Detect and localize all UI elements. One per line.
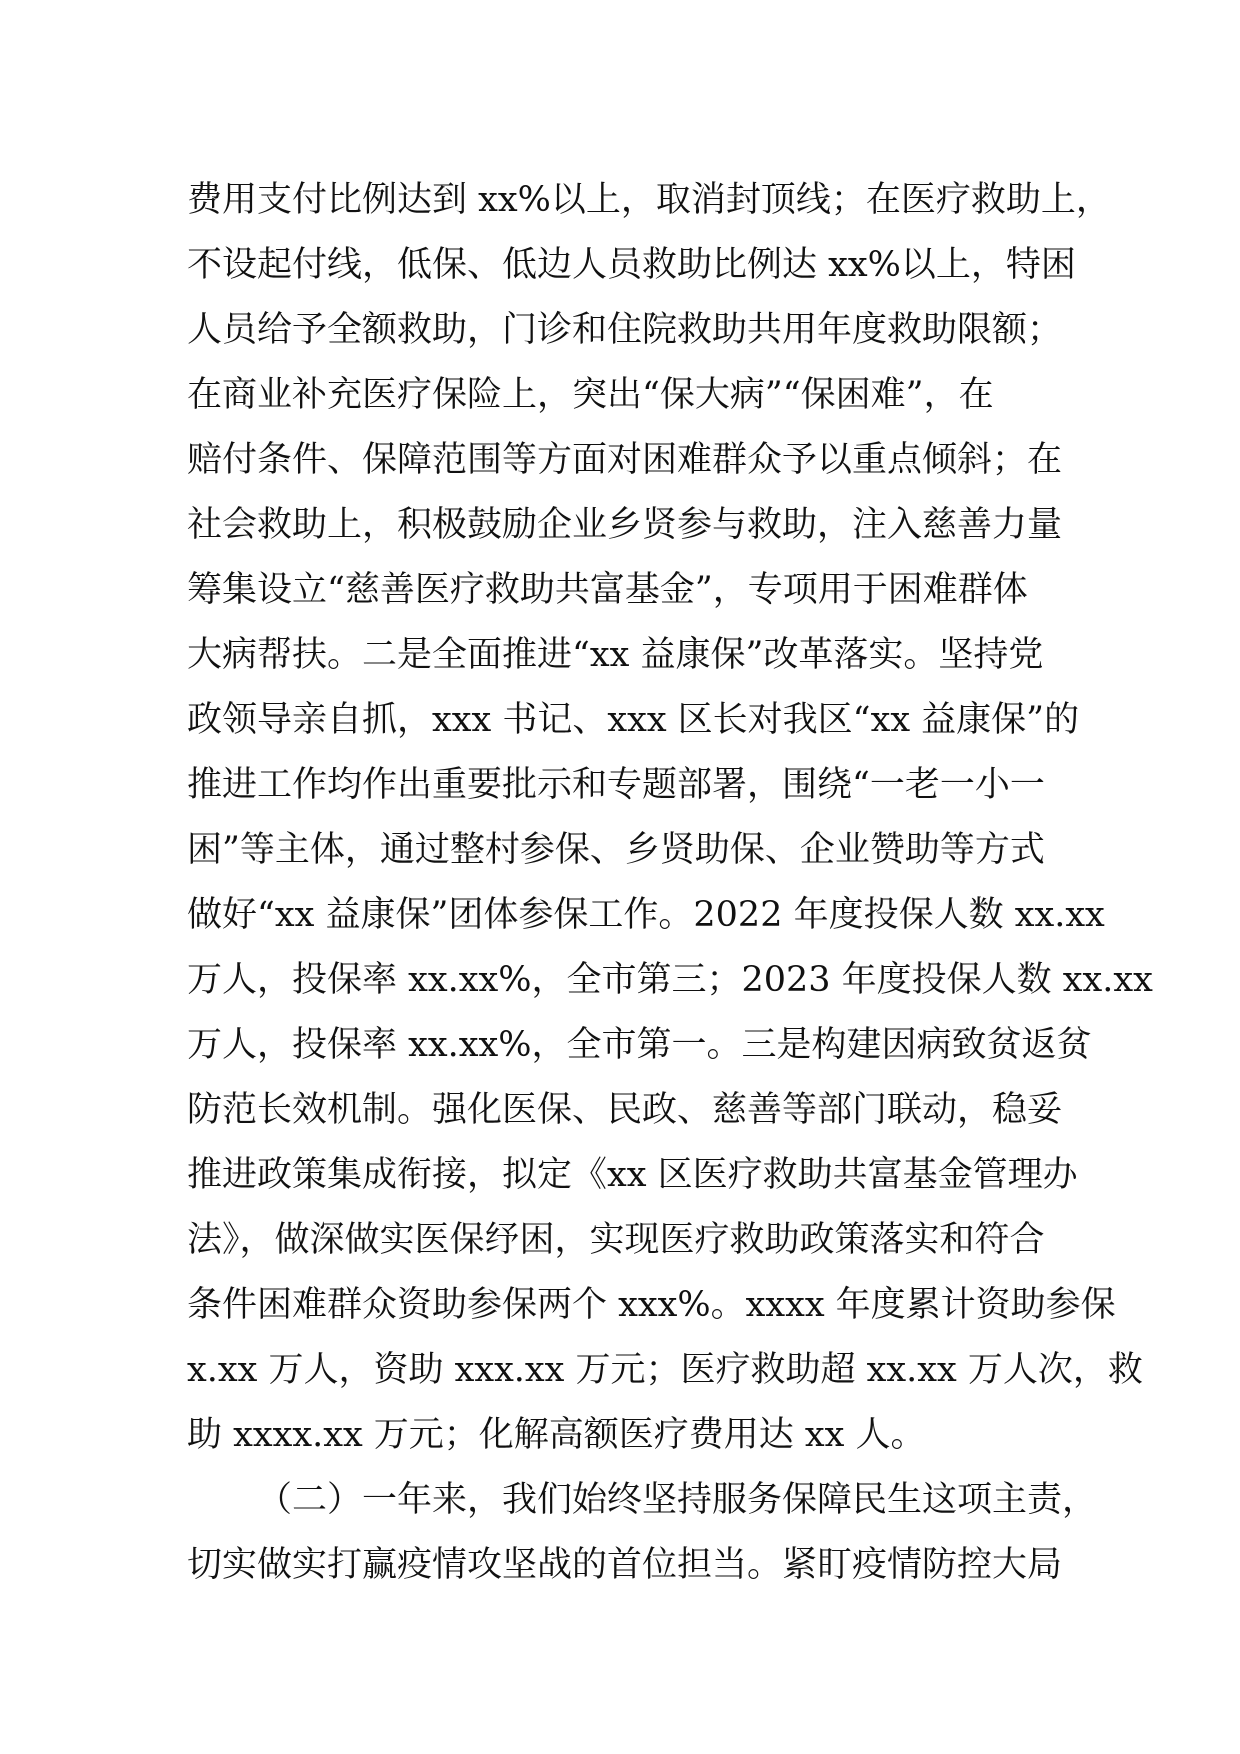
text-line: 做好“xx 益康保”团体参保工作。2022 年度投保人数 xx.xx — [187, 895, 1105, 935]
text-line: 在商业补充医疗保险上，突出“保大病”“保困难”，在 — [187, 375, 994, 415]
text-line: 不设起付线，低保、低边人员救助比例达 xx%以上，特困 — [187, 245, 1076, 285]
document-body — [187, 168, 1153, 1598]
text-line: 大病帮扶。二是全面推进“xx 益康保”改革落实。坚持党 — [187, 635, 1044, 675]
text-line: 万人，投保率 xx.xx%，全市第三；2023 年度投保人数 xx.xx — [187, 960, 1153, 1000]
text-line: x.xx 万人，资助 xxx.xx 万元；医疗救助超 xx.xx 万人次，救 — [187, 1350, 1143, 1390]
paragraph-2 — [187, 1468, 1098, 1598]
text-line: 万人，投保率 xx.xx%，全市第一。三是构建因病致贫返贫 — [187, 1025, 1092, 1065]
text-line: 推进政策集成衔接，拟定《xx 区医疗救助共富基金管理办 — [187, 1155, 1078, 1195]
text-line: 法》，做深做实医保纾困，实现医疗救助政策落实和符合 — [187, 1220, 1045, 1260]
text-line: 费用支付比例达到 xx%以上，取消封顶线；在医疗救助上， — [187, 180, 1111, 220]
text-line: 助 xxxx.xx 万元；化解高额医疗费用达 xx 人。 — [187, 1415, 926, 1455]
text-line: 切实做实打赢疫情攻坚战的首位担当。紧盯疫情防控大局 — [187, 1545, 1063, 1585]
text-line: 人员给予全额救助，门诊和住院救助共用年度救助限额； — [187, 310, 1063, 350]
text-line: （二）一年来，我们始终坚持服务保障民生这项主责， — [257, 1480, 1098, 1520]
text-line: 赔付条件、保障范围等方面对困难群众予以重点倾斜；在 — [187, 440, 1063, 480]
text-line: 条件困难群众资助参保两个 xxx%。xxxx 年度累计资助参保 — [187, 1285, 1116, 1325]
text-line: 社会救助上，积极鼓励企业乡贤参与救助，注入慈善力量 — [187, 505, 1063, 545]
text-line: 推进工作均作出重要批示和专题部署，围绕“一老一小一 — [187, 765, 1045, 805]
paragraph-1 — [187, 168, 1153, 1468]
text-line: 政领导亲自抓，xxx 书记、xxx 区长对我区“xx 益康保”的 — [187, 700, 1080, 740]
text-line: 防范长效机制。强化医保、民政、慈善等部门联动，稳妥 — [187, 1090, 1063, 1130]
text-line: 困”等主体，通过整村参保、乡贤助保、企业赞助等方式 — [187, 830, 1045, 870]
text-line: 筹集设立“慈善医疗救助共富基金”，专项用于困难群体 — [187, 570, 1028, 610]
